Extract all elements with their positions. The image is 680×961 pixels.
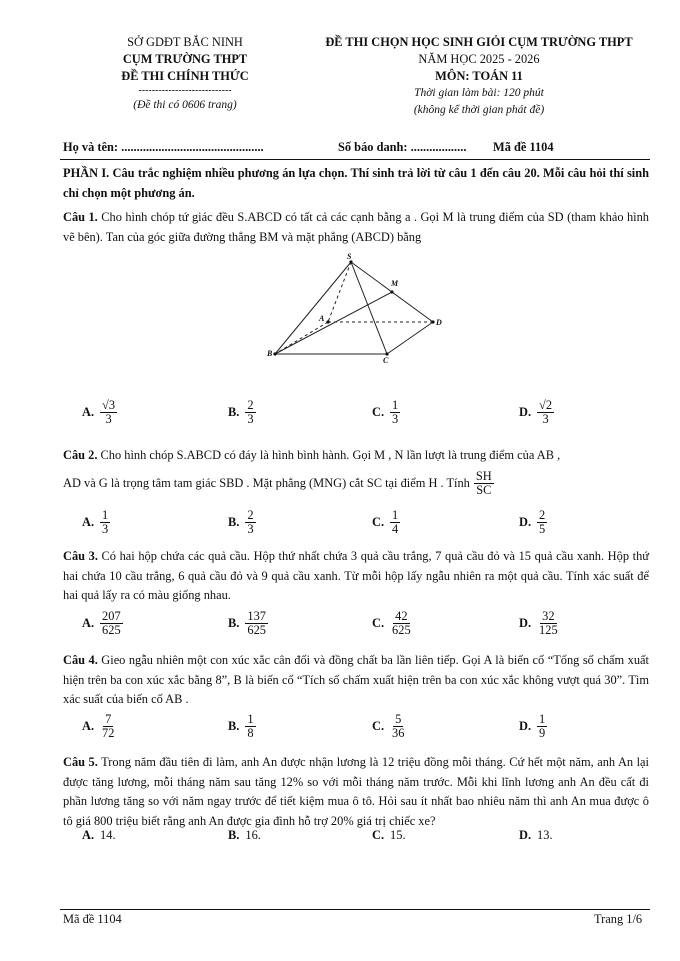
q1-option-b[interactable]: B. $\frac{2}{3}$ <box>228 398 254 426</box>
subject: MÔN: TOÁN 11 <box>435 69 523 83</box>
q1-option-c[interactable]: C. $\frac{1}{3}$ <box>372 398 399 426</box>
vertex-b-label: B <box>267 349 273 358</box>
question-4 <box>63 651 649 710</box>
q2-option-c[interactable]: C. $\frac{1}{4}$ <box>372 508 399 536</box>
q5-option-a[interactable]: A. 14. <box>82 828 116 842</box>
exam-title: ĐỀ THI CHỌN HỌC SINH GIỎI CỤM TRƯỜNG THPT <box>325 35 633 49</box>
separator: ---------------------------- <box>138 85 232 96</box>
q3-option-d[interactable]: D. $\frac{32}{125}$ <box>519 609 558 637</box>
vertex-a-label: A <box>319 314 325 323</box>
header-divider <box>60 159 650 160</box>
q5-option-c[interactable]: C. 15. <box>372 828 406 842</box>
question-1-label: Câu 1. <box>63 210 98 224</box>
q5-option-b[interactable]: B. 16. <box>228 828 261 842</box>
header-left <box>90 34 280 114</box>
question-2-label: Câu 2. <box>63 448 98 462</box>
question-5-label: Câu 5. <box>63 755 98 769</box>
exam-code: Mã đề 1104 <box>493 140 554 154</box>
question-5 <box>63 753 649 831</box>
question-4-label: Câu 4. <box>63 653 98 667</box>
time-note: (không kể thời gian phát đề) <box>413 104 545 116</box>
department: SỞ GDĐT BẮC NINH <box>127 35 243 49</box>
q1-option-a[interactable]: A. $\frac{√3}{3}$ <box>82 398 116 426</box>
q3-option-c[interactable]: C. $\frac{42}{625}$ <box>372 609 411 637</box>
question-5-text: Trong năm đầu tiên đi làm, anh An được nhận lương là 12 triệu đồng mỗi tháng. Cứ hết một năm, anh An lại được tăng lương, mỗi tháng năm sau tăng 12% so với mỗi tháng năm trước. Mỗi khi lĩnh lương anh An đều cất đi phần lương tăng so với năm ngay trước để tiết kiệm mua ô tô. Hỏi sau ít nhất bao nhiêu năm thì anh An mua được ô tô giá 800 triệu biết rằng anh An được gia đình hỗ trợ 20% giá trị chiếc xe? <box>63 755 649 828</box>
vertex-d-label: D <box>436 318 442 327</box>
question-4-text: Gieo ngẫu nhiên một con xúc xắc cân đối và đồng chất ba lần liên tiếp. Gọi A là biến cố “Tổng số chấm xuất hiện trên ba con xúc xắc bằng 8”, B là biến cố “Tích số chấm xuất hiện trên ba con xúc xắc không vượt quá 30”. Tìm xác suất của biến cố AB . <box>63 653 649 706</box>
student-id: Số báo danh: .................. <box>338 140 467 154</box>
q4-option-a[interactable]: A. $\frac{7}{72}$ <box>82 712 115 740</box>
official-label: ĐỀ THI CHÍNH THỨC <box>121 69 249 83</box>
q4-option-b[interactable]: B. $\frac{1}{8}$ <box>228 712 254 740</box>
page-count: (Đề thi có 0606 trang) <box>133 99 237 111</box>
question-2-text-1: Cho hình chóp S.ABCD có đáy là hình bình hành. Gọi M , N lần lượt là trung điểm của AB , <box>100 448 561 462</box>
q3-option-a[interactable]: A. $\frac{207}{625}$ <box>82 609 121 637</box>
q1-option-d[interactable]: D. $\frac{√2}{3}$ <box>519 398 553 426</box>
q2-option-a[interactable]: A. $\frac{1}{3}$ <box>82 508 109 536</box>
header-right <box>296 34 662 119</box>
question-3-text: Có hai hộp chứa các quả cầu. Hộp thứ nhất chứa 3 quả cầu trắng, 7 quả cầu đỏ và 15 quả cầu xanh. Hộp thứ hai chứa 10 cầu trắng, 6 quả cầu đỏ và 9 quả cầu xanh. Từ mỗi hộp lấy ngẫu nhiên ra một quả cầu. Tính xác suất để hai quả lấy ra có màu giống nhau. <box>63 549 649 602</box>
time-limit: Thời gian làm bài: 120 phút <box>414 87 544 99</box>
vertex-s-label: S <box>347 252 352 261</box>
question-1 <box>63 208 649 247</box>
question-3-label: Câu 3. <box>63 549 98 563</box>
q3-option-b[interactable]: B. $\frac{137}{625}$ <box>228 609 266 637</box>
footer-divider <box>60 909 650 910</box>
q5-option-d[interactable]: D. 13. <box>519 828 553 842</box>
footer-exam-code: Mã đề 1104 <box>63 912 122 926</box>
q4-option-d[interactable]: D. $\frac{1}{9}$ <box>519 712 546 740</box>
point-m-label: M <box>391 279 399 288</box>
school-cluster: CỤM TRƯỜNG THPT <box>122 52 248 66</box>
q2-option-d[interactable]: D. $\frac{2}{5}$ <box>519 508 546 536</box>
q2-option-b[interactable]: B. $\frac{2}{3}$ <box>228 508 254 536</box>
question-2-line-2 <box>63 470 494 497</box>
vertex-c-label: C <box>383 356 389 365</box>
question-2 <box>63 446 649 466</box>
q4-option-c[interactable]: C. $\frac{5}{36}$ <box>372 712 405 740</box>
student-name: Họ và tên: .............................................. <box>63 140 264 154</box>
question-2-text-2: AD và G là trọng tâm tam giác SBD . Mặt phẳng (MNG) cắt SC tại điểm H . Tính <box>63 476 470 490</box>
question-2-ratio: $\frac{SH}{SC}$ <box>475 469 492 497</box>
pyramid-figure <box>255 250 455 365</box>
question-1-text: Cho hình chóp tứ giác đều S.ABCD có tất cả các cạnh bằng a . Gọi M là trung điểm của SD (tham khảo hình vẽ bên). Tan của góc giữa đường thẳng BM và mặt phẳng (ABCD) bằng <box>63 210 649 244</box>
footer-page-number: Trang 1/6 <box>594 912 643 926</box>
part-one-heading: PHẦN I. Câu trắc nghiệm nhiều phương án lựa chọn. Thí sinh trả lời từ câu 1 đến câu 20. Mỗi câu hỏi thí sinh chỉ chọn một phương án. <box>63 166 649 200</box>
question-3 <box>63 547 649 606</box>
school-year: NĂM HỌC 2025 - 2026 <box>418 52 540 66</box>
